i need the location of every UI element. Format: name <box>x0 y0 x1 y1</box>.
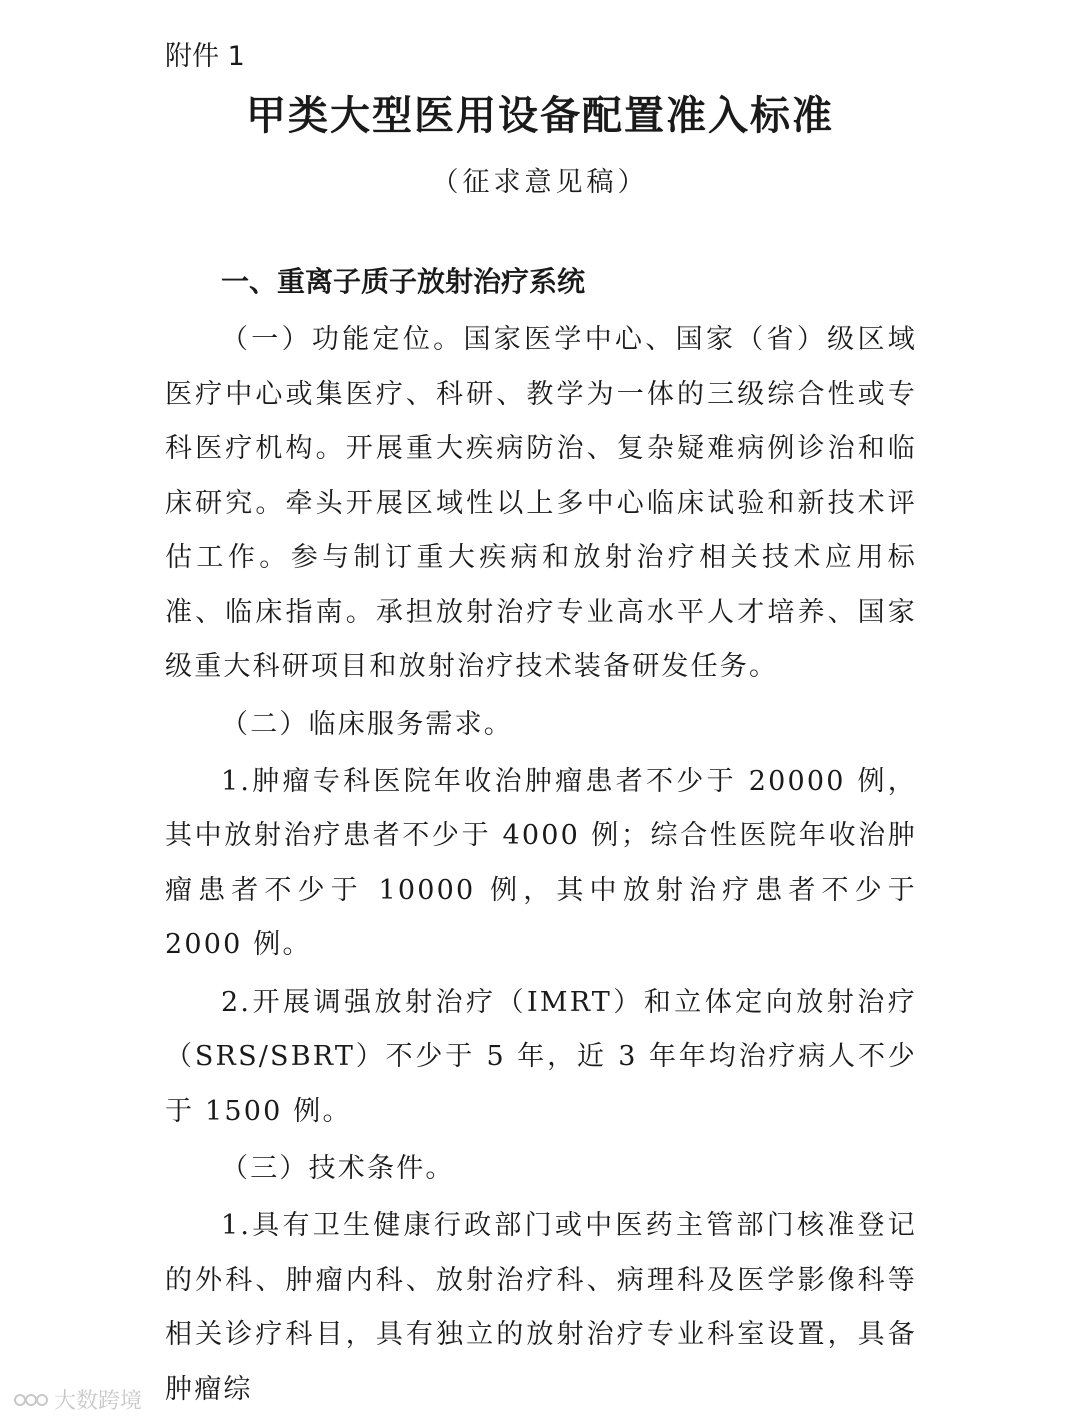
paragraph-clinical-demand-2: 2.开展调强放射治疗（IMRT）和立体定向放射治疗（SRS/SBRT）不少于 5 年，近 3 年年均治疗病人不少于 1500 例。 <box>165 986 917 1127</box>
paragraph-clinical-demand-1: 1.肿瘤专科医院年收治肿瘤患者不少于 20000 例，其中放射治疗患者不少于 4000 例；综合性医院年收治肿瘤患者不少于 10000 例，其中放射治疗患者不少于 2000 例。 <box>165 765 917 960</box>
logo-icon <box>14 1390 48 1410</box>
paragraph-technical-conditions-1: 1.具有卫生健康行政部门或中医药主管部门核准登记的外科、肿瘤内科、放射治疗科、病理科及医学影像科等相关诊疗科目，具有独立的放射治疗专业科室设置，具备肿瘤综 <box>165 1210 917 1405</box>
subheading-clinical-demand: （二）临床服务需求。 <box>221 708 513 740</box>
watermark <box>14 1384 142 1415</box>
watermark-text: 大数跨境 <box>54 1389 143 1414</box>
subheading-technical-conditions: （三）技术条件。 <box>221 1153 455 1184</box>
section-heading: 一、重离子质子放射治疗系统 <box>221 265 586 298</box>
document-subtitle: （征求意见稿） <box>431 167 649 198</box>
document-body <box>165 255 917 1420</box>
document-title: 甲类大型医用设备配置准入标准 <box>246 93 834 139</box>
attachment-label: 附件 1 <box>165 41 245 72</box>
paragraph-function-positioning: （一）功能定位。国家医学中心、国家（省）级区域医疗中心或集医疗、科研、教学为一体的三级综合性或专科医疗机构。开展重大疾病防治、复杂疑难病例诊治和临床研究。牵头开展区域性以上多中心临床试验和新技术评估工作。参与制订重大疾病和放射治疗相关技术应用标准、临床指南。承担放射治疗专业高水平人才培养、国家级重大科研项目和放射治疗技术装备研发任务。 <box>165 324 917 682</box>
